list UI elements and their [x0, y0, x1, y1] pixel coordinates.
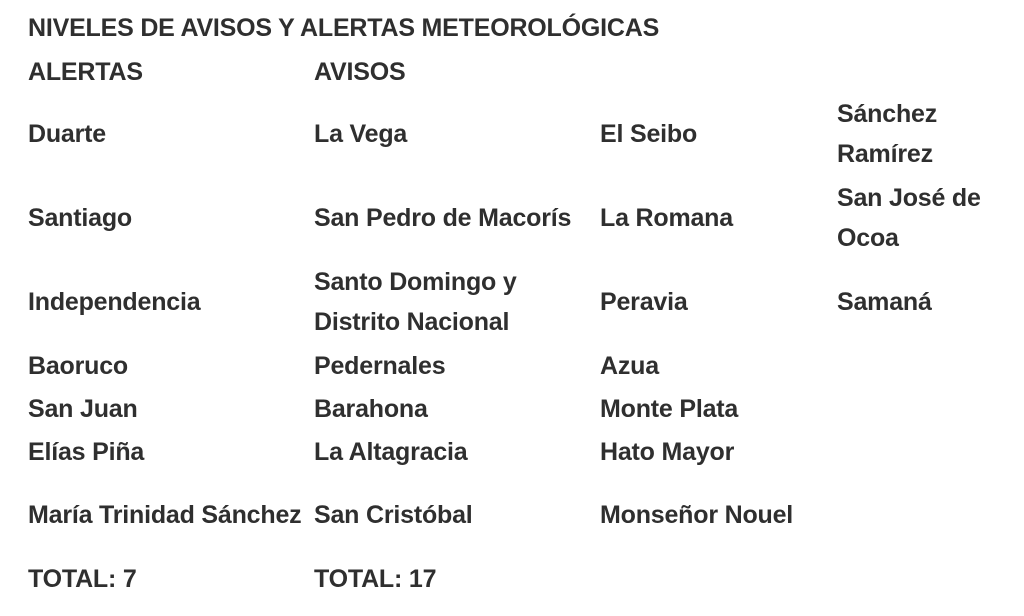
total-empty: [831, 557, 1022, 600]
alerta-cell: Baoruco: [28, 351, 129, 380]
alerts-table: [22, 52, 1022, 600]
alerta-cell: San Juan: [28, 394, 138, 423]
header-row: [22, 52, 1022, 92]
aviso-cell: La Romana: [600, 204, 733, 232]
table-row: [22, 176, 1022, 260]
aviso-cell: La Vega: [314, 120, 408, 148]
aviso-cell: Hato Mayor: [600, 437, 735, 466]
table-row: [22, 260, 1022, 344]
aviso-cell: Santo Domingo y Distrito Nacional: [314, 268, 517, 336]
alerta-cell: Independencia: [28, 288, 201, 316]
alerta-cell: Santiago: [28, 204, 132, 232]
aviso-cell: [831, 473, 1022, 557]
page-title: NIVELES DE AVISOS Y ALERTAS METEOROLÓGICAS: [28, 14, 660, 42]
aviso-cell: Peravia: [600, 288, 688, 316]
aviso-cell: San José de Ocoa: [837, 184, 981, 252]
alerta-cell: Elías Piña: [28, 437, 145, 466]
aviso-cell: La Altagracia: [314, 437, 468, 466]
table-row: [22, 92, 1022, 176]
header-empty: [831, 52, 1022, 92]
aviso-cell: Samaná: [837, 288, 932, 316]
total-alertas: TOTAL: 7: [28, 564, 137, 593]
table-row: [22, 473, 1022, 557]
table-row: [22, 387, 1022, 430]
aviso-cell: [831, 344, 1022, 387]
aviso-cell: Pedernales: [314, 351, 446, 380]
table-row: [22, 344, 1022, 387]
aviso-cell: San Cristóbal: [314, 501, 473, 529]
table-row: [22, 430, 1022, 473]
aviso-cell: Azua: [600, 351, 659, 380]
aviso-cell: Barahona: [314, 394, 428, 423]
aviso-cell: [831, 430, 1022, 473]
alerta-cell: María Trinidad Sánchez: [28, 501, 302, 529]
aviso-cell: Sánchez Ramírez: [837, 100, 938, 168]
header-empty: [594, 52, 831, 92]
header-alertas: ALERTAS: [28, 58, 143, 86]
aviso-cell: El Seibo: [600, 120, 698, 148]
total-empty: [594, 557, 831, 600]
aviso-cell: San Pedro de Macorís: [314, 204, 572, 232]
header-avisos: AVISOS: [314, 58, 406, 86]
totals-row: [22, 557, 1022, 600]
aviso-cell: Monseñor Nouel: [600, 501, 794, 529]
aviso-cell: [831, 387, 1022, 430]
aviso-cell: Monte Plata: [600, 394, 739, 423]
total-avisos: TOTAL: 17: [314, 564, 437, 593]
alerta-cell: Duarte: [28, 120, 106, 148]
